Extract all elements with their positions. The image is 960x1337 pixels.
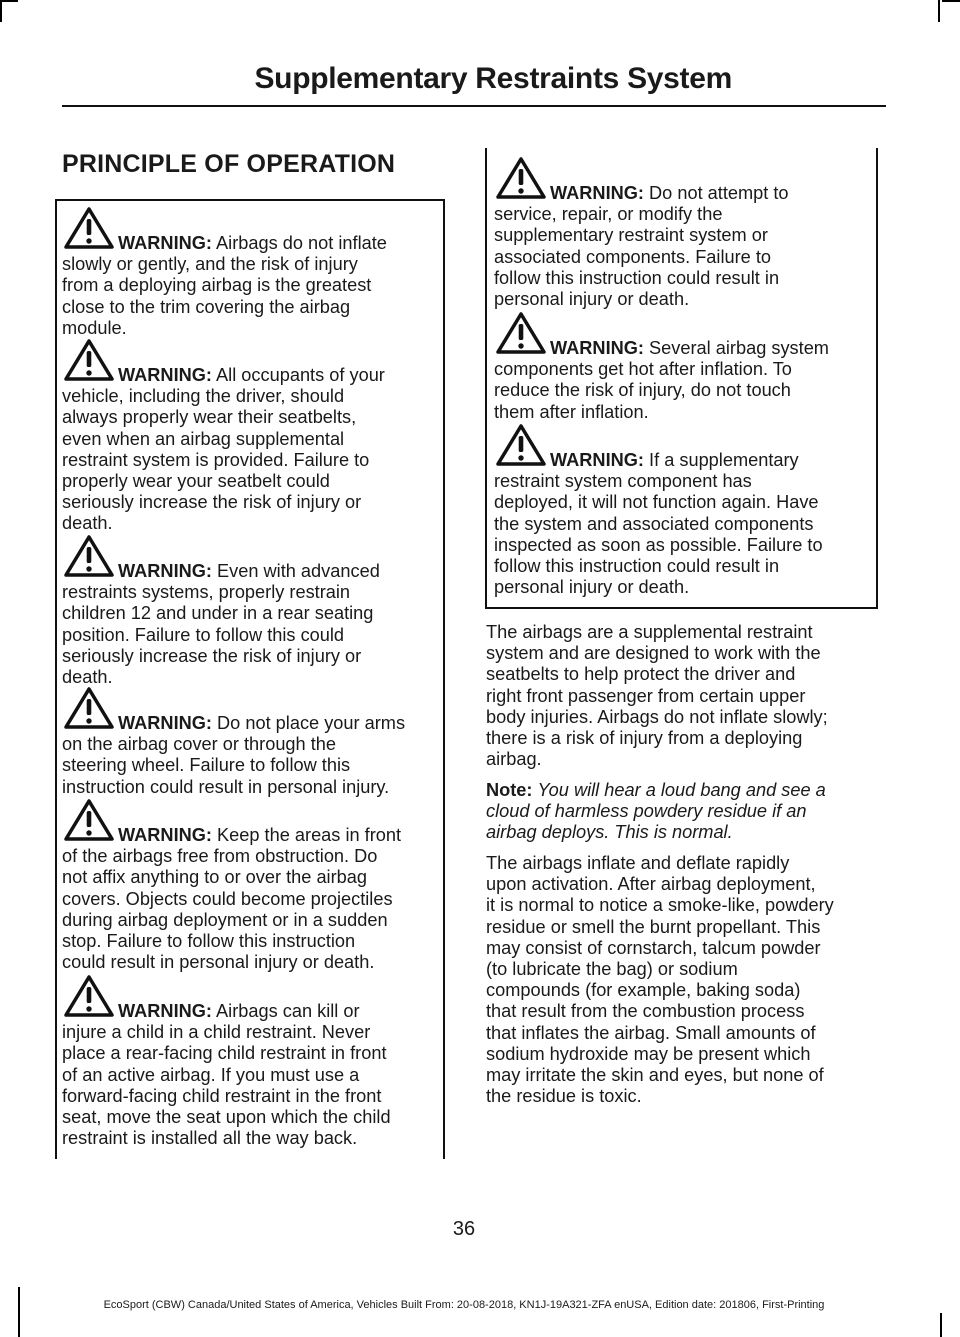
- warning-triangle-icon: [64, 206, 114, 250]
- warning-line: death.: [62, 513, 113, 534]
- warning-line: children 12 and under in a rear seating: [62, 603, 374, 624]
- note-line: airbag deploys. This is normal.: [486, 822, 733, 843]
- warning-line: seat, move the seat upon which the child: [62, 1106, 391, 1127]
- body-paragraph: [486, 853, 834, 1107]
- warning-text: Keep the areas in front: [217, 825, 402, 845]
- warning-line: follow this instruction could result in: [494, 555, 780, 576]
- warning-line: close to the trim covering the airbag: [62, 296, 351, 317]
- body-line: it is normal to notice a smoke-like, powdery: [486, 895, 834, 916]
- warning-line: death.: [62, 666, 113, 687]
- body-line: may irritate the skin and eyes, but none of: [486, 1064, 824, 1085]
- warning-block: [62, 561, 380, 688]
- warning-line: steering wheel. Failure to follow this: [62, 755, 351, 776]
- warning-label: WARNING:: [118, 365, 212, 385]
- crop-mark: [18, 1287, 20, 1337]
- warning-line: injure a child in a child restraint. Never: [62, 1022, 371, 1043]
- body-line: (to lubricate the bag) or sodium: [486, 958, 738, 979]
- warning-triangle-icon: [64, 338, 114, 382]
- warning-label: WARNING:: [118, 1001, 212, 1021]
- warning-block: [494, 338, 829, 423]
- warning-text: Airbags can kill or: [216, 1001, 360, 1021]
- body-line: may consist of cornstarch, talcum powder: [486, 937, 821, 958]
- warning-line: seriously increase the risk of injury or: [62, 645, 362, 666]
- warning-line: restraint system component has: [494, 471, 752, 492]
- warning-line: could result in personal injury or death.: [62, 952, 375, 973]
- warning-line: during airbag deployment or in a sudden: [62, 909, 388, 930]
- body-line: that inflates the airbag. Small amounts of: [486, 1022, 816, 1043]
- warning-line: covers. Objects could become projectiles: [62, 888, 393, 909]
- warning-line: slowly or gently, and the risk of injury: [62, 254, 358, 275]
- warning-line: supplementary restraint system or: [494, 225, 768, 246]
- warning-text: Several airbag system: [649, 338, 829, 358]
- warning-block: [62, 365, 385, 535]
- warning-text: Airbags do not inflate: [216, 233, 387, 253]
- warning-line: of an active airbag. If you must use a: [62, 1064, 360, 1085]
- warning-line: service, repair, or modify the: [494, 204, 723, 225]
- warning-text: Even with advanced: [217, 561, 380, 581]
- warning-block: [62, 825, 401, 973]
- warning-text: Do not attempt to: [649, 183, 789, 203]
- warning-line: restraint system is provided. Failure to: [62, 449, 370, 470]
- warning-line: always properly wear their seatbelts,: [62, 407, 357, 428]
- warning-line: them after inflation.: [494, 401, 649, 422]
- warning-triangle-icon: [496, 311, 546, 355]
- warning-triangle-icon: [64, 686, 114, 730]
- body-line: the residue is toxic.: [486, 1086, 642, 1107]
- warning-line: even when an airbag supplemental: [62, 428, 345, 449]
- note-label: Note:: [486, 780, 533, 800]
- warning-line: restraint is installed all the way back.: [62, 1128, 358, 1149]
- warning-line: not affix anything to or over the airbag: [62, 867, 368, 888]
- warning-label: WARNING:: [550, 338, 644, 358]
- note-line: [486, 780, 826, 801]
- crop-mark: [938, 0, 940, 22]
- warning-line: position. Failure to follow this could: [62, 624, 345, 645]
- page-number: 36: [452, 1218, 476, 1240]
- warning-line: seriously increase the risk of injury or: [62, 492, 362, 513]
- body-line: right front passenger from certain upper: [486, 685, 806, 706]
- warning-line: properly wear your seatbelt could: [62, 470, 330, 491]
- warning-line: personal injury or death.: [494, 288, 690, 309]
- warning-triangle-icon: [64, 974, 114, 1018]
- warning-triangle-icon: [496, 423, 546, 467]
- body-line: residue or smell the burnt propellant. This: [486, 916, 821, 937]
- warning-label: WARNING:: [118, 233, 212, 253]
- body-line: body injuries. Airbags do not inflate slowly;: [486, 706, 828, 727]
- warning-line: place a rear-facing child restraint in front: [62, 1043, 387, 1064]
- warning-label: WARNING:: [550, 450, 644, 470]
- warning-block: [494, 450, 823, 598]
- header-section-title: Supplementary Restraints System: [254, 62, 732, 95]
- warning-line: personal injury or death.: [494, 577, 690, 598]
- warning-line: module.: [62, 317, 127, 338]
- warning-block: [62, 233, 387, 339]
- body-line: airbag.: [486, 749, 542, 770]
- warning-line: instruction could result in personal injury.: [62, 776, 390, 797]
- warning-block: [62, 713, 405, 798]
- note-paragraph: [486, 780, 826, 844]
- crop-mark: [0, 0, 18, 2]
- body-line: compounds (for example, baking soda): [486, 980, 801, 1001]
- warning-block: [62, 1001, 391, 1149]
- warning-label: WARNING:: [118, 825, 212, 845]
- body-line: seatbelts to help protect the driver and: [486, 664, 796, 685]
- footer-edition-info: EcoSport (CBW) Canada/United States of America, Vehicles Built From: 20-08-2018, KN1J-19A321-ZFA enUSA, Edition date: 201806, First-Printing: [103, 1299, 825, 1311]
- crop-mark: [0, 0, 2, 22]
- crop-mark: [942, 0, 960, 2]
- warning-line: associated components. Failure to: [494, 246, 772, 267]
- warning-label: WARNING:: [118, 561, 212, 581]
- warning-text: Do not place your arms: [217, 713, 406, 733]
- page-title: PRINCIPLE OF OPERATION: [62, 150, 396, 178]
- warning-label: WARNING:: [550, 183, 644, 203]
- warning-label: WARNING:: [118, 713, 212, 733]
- body-line: The airbags inflate and deflate rapidly: [486, 853, 790, 873]
- body-paragraph: [486, 622, 828, 770]
- warning-line: the system and associated components: [494, 513, 814, 534]
- warning-text: All occupants of your: [216, 365, 385, 385]
- warning-triangle-icon: [64, 798, 114, 842]
- warning-triangle-icon: [64, 534, 114, 578]
- warning-line: reduce the risk of injury, do not touch: [494, 380, 791, 401]
- warning-text: If a supplementary: [649, 450, 799, 470]
- warning-line: forward-facing child restraint in the front: [62, 1085, 382, 1106]
- crop-mark: [940, 1313, 942, 1337]
- warning-line: vehicle, including the driver, should: [62, 386, 345, 407]
- header-divider: [62, 105, 886, 107]
- note-line: cloud of harmless powdery residue if an: [486, 801, 807, 822]
- warning-block: [494, 183, 789, 310]
- warning-line: restraints systems, properly restrain: [62, 582, 351, 603]
- body-line: upon activation. After airbag deployment,: [486, 874, 816, 895]
- body-line: system and are designed to work with the: [486, 643, 821, 664]
- warning-line: inspected as soon as possible. Failure to: [494, 534, 823, 555]
- warning-line: stop. Failure to follow this instruction: [62, 930, 356, 951]
- body-line: The airbags are a supplemental restraint: [486, 622, 813, 642]
- body-line: there is a risk of injury from a deploying: [486, 727, 803, 748]
- warning-line: follow this instruction could result in: [494, 267, 780, 288]
- warning-line: on the airbag cover or through the: [62, 734, 337, 755]
- body-line: sodium hydroxide may be present which: [486, 1043, 811, 1064]
- warning-triangle-icon: [496, 156, 546, 200]
- warning-line: components get hot after inflation. To: [494, 359, 792, 380]
- warning-line: from a deploying airbag is the greatest: [62, 275, 372, 296]
- body-line: that result from the combustion process: [486, 1001, 805, 1022]
- warning-line: deployed, it will not function again. Have: [494, 492, 819, 513]
- note-text: You will hear a loud bang and see a: [537, 780, 826, 800]
- warning-line: of the airbags free from obstruction. Do: [62, 846, 378, 867]
